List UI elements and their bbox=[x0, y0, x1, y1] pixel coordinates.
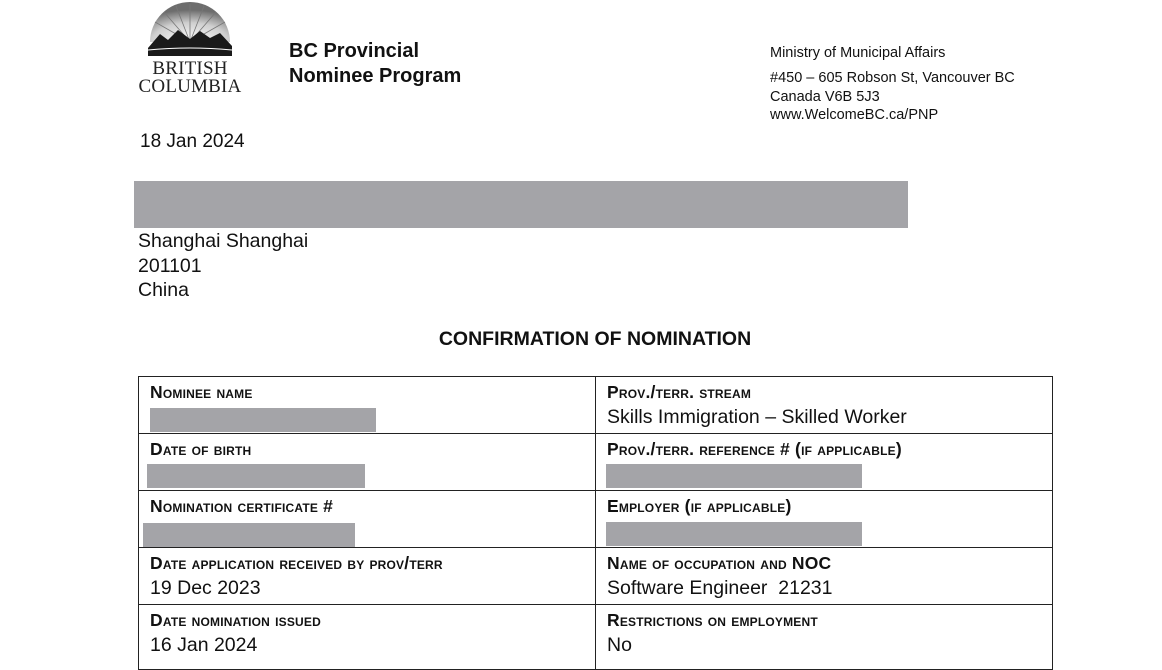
field-label: Nomination certificate # bbox=[150, 496, 334, 516]
redaction-block bbox=[606, 464, 862, 488]
ministry-city: Canada V6B 5J3 bbox=[770, 89, 880, 105]
table-row bbox=[139, 491, 1053, 548]
logo-line-1: BRITISH bbox=[152, 58, 228, 79]
recipient-postal-code: 201101 bbox=[138, 255, 202, 277]
ministry-name: Ministry of Municipal Affairs bbox=[770, 45, 946, 61]
recipient-country: China bbox=[138, 279, 189, 301]
document-title: CONFIRMATION OF NOMINATION bbox=[438, 328, 752, 350]
letter-date: 18 Jan 2024 bbox=[140, 131, 245, 152]
table-row bbox=[139, 548, 1053, 605]
table-row bbox=[139, 605, 1053, 670]
table-row bbox=[139, 377, 1053, 434]
field-label: Employer (if applicable) bbox=[607, 496, 792, 516]
table-row bbox=[139, 434, 1053, 491]
date-issued-cell bbox=[139, 605, 596, 670]
field-label: Prov./terr. reference # (if applicable) bbox=[607, 439, 902, 459]
field-value: Skills Immigration – Skilled Worker bbox=[607, 406, 907, 428]
address-redaction bbox=[134, 181, 908, 228]
field-value: 16 Jan 2024 bbox=[150, 634, 258, 656]
redaction-block bbox=[606, 522, 862, 546]
restrictions-cell bbox=[596, 605, 1053, 670]
stream-cell bbox=[596, 377, 1053, 434]
ministry-website[interactable]: www.WelcomeBC.ca/PNP bbox=[770, 107, 939, 123]
field-label: Date application received by prov/terr bbox=[150, 553, 443, 573]
nomination-certificate-cell bbox=[139, 491, 596, 548]
field-label: Prov./terr. stream bbox=[607, 382, 752, 402]
bc-sun-mountain-icon bbox=[146, 2, 234, 58]
program-title-line-2: Nominee Program bbox=[289, 65, 462, 87]
field-value: Software Engineer 21231 bbox=[607, 577, 833, 599]
field-label: Date nomination issued bbox=[150, 610, 321, 630]
field-label: Restrictions on employment bbox=[607, 610, 818, 630]
redaction-block bbox=[150, 408, 376, 432]
redaction-block bbox=[143, 523, 355, 547]
recipient-city: Shanghai Shanghai bbox=[138, 230, 309, 252]
program-title-line-1: BC Provincial bbox=[289, 40, 420, 62]
field-label: Name of occupation and NOC bbox=[607, 553, 832, 573]
field-label: Date of birth bbox=[150, 439, 252, 459]
field-value: No bbox=[607, 634, 632, 656]
occupation-cell bbox=[596, 548, 1053, 605]
redaction-block bbox=[147, 464, 365, 488]
date-of-birth-cell bbox=[139, 434, 596, 491]
nominee-name-cell bbox=[139, 377, 596, 434]
ministry-address: #450 – 605 Robson St, Vancouver BC bbox=[770, 70, 1015, 86]
bc-logo bbox=[134, 2, 246, 98]
date-received-cell bbox=[139, 548, 596, 605]
nomination-details-table bbox=[138, 376, 1053, 670]
field-value: 19 Dec 2023 bbox=[150, 577, 261, 599]
field-label: Nominee name bbox=[150, 382, 253, 402]
logo-line-2: COLUMBIA bbox=[138, 76, 242, 97]
reference-number-cell bbox=[596, 434, 1053, 491]
employer-cell bbox=[596, 491, 1053, 548]
